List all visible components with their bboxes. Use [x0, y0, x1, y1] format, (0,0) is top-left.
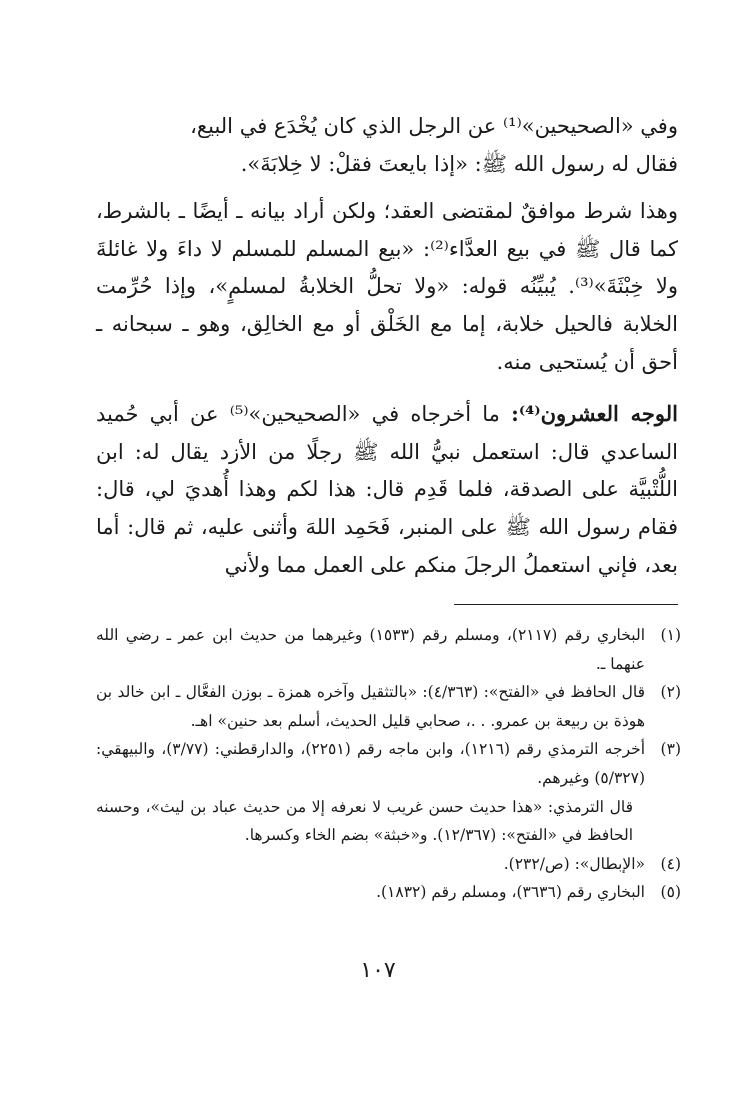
footnote-number: (٤) [660, 854, 681, 873]
footnote-number: (١) [660, 626, 681, 644]
footnote-number: (٥) [660, 883, 681, 902]
footnote-text: «الإبطال»: (ص/٢٣٢). [503, 854, 645, 873]
section-heading: الوجه العشرون⁽⁴⁾: [511, 401, 678, 427]
footnote-number: (٣) [660, 740, 681, 759]
footnote-text: قال الحافظ في «الفتح»: (٤/٣٦٣): «بالتثقيل وآخره همزة ـ بوزن الفعَّال ـ ابن خالد بن هوذة بن ربيعة بن عمرو. . .، صحابي قليل الحديث، أسلم بعد حنين» اهـ. [96, 683, 645, 730]
footnote-4 [96, 850, 681, 879]
footnote-text: أخرجه الترمذي رقم (١٢١٦)، وابن ماجه رقم (٢٢٥١)، والدارقطني: (٣/٧٧)، والبيهقي: (٥/٣٢٧) وغيرهم. [96, 740, 646, 787]
paragraph-1-line-1: وفي «الصحيحين»⁽¹⁾ عن الرجل الذي كان يُخْدَع في البيع، [190, 114, 678, 138]
footnote-1 [96, 621, 681, 678]
footnote-5 [96, 878, 681, 907]
page-number: ١٠٧ [360, 958, 396, 983]
footnote-divider [454, 604, 678, 605]
footnote-3-continuation: قال الترمذي: «هذا حديث حسن غريب لا نعرفه إلا من حديث عباد بن ليث»، وحسنه الحافظ في «الفتح»: (١٢/٣٦٧). و«خبثة» بضم الخاء وكسرها. [96, 797, 633, 845]
footnote-3 [96, 735, 681, 792]
paragraph-2: وهذا شرط موافقٌ لمقتضى العقد؛ ولكن أراد بيانه ـ أيضًا ـ بالشرط، كما قال ﷺ في بيع العدَّاء⁽²⁾: «بيع المسلم للمسلم لا داءَ ولا غائلةَ ولا خِبْثَةَ»⁽³⁾. يُبيِّنُه قوله: «ولا تحلُّ الخلابةُ لمسلمٍ»، وإذا حُرِّمت الخلابة فالحيل خلابة، إما مع الخَلْق أو مع الخالِق، وهو ـ سبحانه ـ أحق أن يُستحيى منه. [96, 199, 678, 374]
footnote-text: البخاري رقم (٢١١٧)، ومسلم رقم (١٥٣٣) وغيرهما من حديث ابن عمر ـ رضي الله عنهما ـ. [96, 626, 645, 673]
footnote-2 [96, 678, 681, 735]
footnote-text: البخاري رقم (٣٦٣٦)، ومسلم رقم (١٨٣٢). [376, 883, 645, 902]
footnotes [96, 621, 681, 907]
paragraph-3-text: ما أخرجاه في «الصحيحين»⁽⁵⁾ عن أبي حُميد الساعدي قال: استعمل نبيُّ الله ﷺ رجلًا من الأزد يقال له: ابن اللُّتْبيَّة على الصدقة، فلما قَدِم قال: هذا لكم وهذا أُهديَ لي، قال: فقام رسول الله ﷺ على المنبر، فَحَمِد اللهَ وأثنى عليه، ثم قال: أما بعد، فإني استعملُ الرجلَ منكم على العمل مما ولأني [96, 402, 678, 577]
paragraph-1-line-2: فقال له رسول الله ﷺ: «إذا بايعتَ فقلْ: لا خِلابَةَ». [240, 151, 678, 176]
footnote-number: (٢) [660, 683, 681, 702]
paragraph-3 [96, 395, 678, 584]
main-text [96, 108, 678, 584]
